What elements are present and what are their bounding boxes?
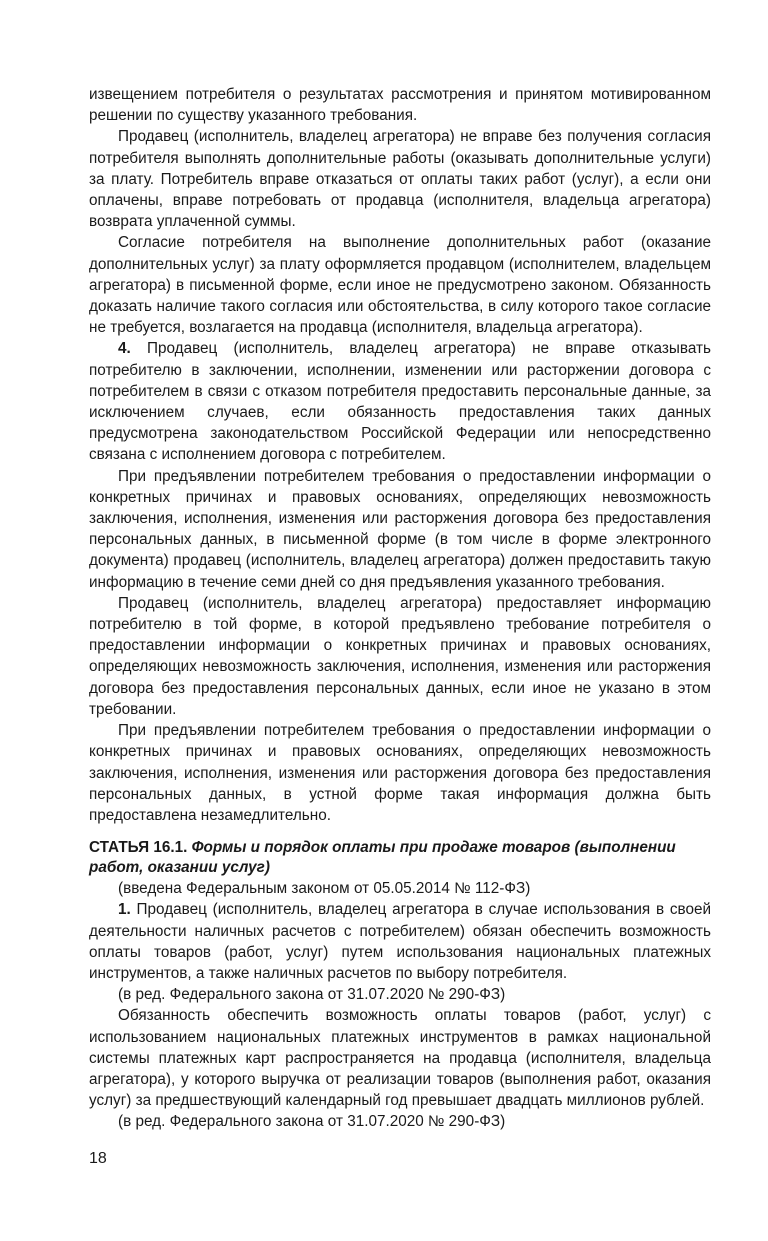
paragraph: извещением потребителя о результатах рассмотрения и принятом мотивированном решении по существу указанного требования. (89, 86, 711, 125)
paragraph: Согласие потребителя на выполнение дополнительных работ (оказание дополнительных услуг) за плату оформляется продавцом (исполнителем, владельцем агрегатора) в письменной форме, если иное не предусмотрено законом. Обязанность доказать наличие такого согласия или обстоятельства, в силу которого такое согласие не требуется, возлагается на продавца (исполнителя, владельца агрегатора). (89, 234, 711, 337)
item-number: 4. (118, 340, 131, 358)
paragraph: Обязанность обеспечить возможность оплаты товаров (работ, услуг) с использованием национальных платежных инструментов в рамках национальной системы платежных карт распространяется на продавца (исполнителя, владельца агрегатора), у которого выручка от реализации товаров (выполнения работ, оказания услуг) за предшествующий календарный год превышает двадцать миллионов рублей. (89, 1007, 711, 1110)
amendment-note: (в ред. Федерального закона от 31.07.2020 № 290-ФЗ) (118, 986, 506, 1004)
item-number: 1. (118, 901, 131, 919)
article-heading (89, 838, 711, 878)
page-number: 18 (89, 1150, 107, 1167)
paragraph-item-4 (89, 338, 711, 465)
paragraph-item-1 (89, 899, 711, 984)
amendment-note: (в ред. Федерального закона от 31.07.2020 № 290-ФЗ) (118, 1113, 506, 1131)
document-page (89, 84, 711, 1133)
amendment-note: (введена Федеральным законом от 05.05.2014 № 112-ФЗ) (118, 880, 531, 898)
paragraph: При предъявлении потребителем требования о предоставлении информации о конкретных причинах и правовых основаниях, определяющих невозможность заключения, исполнения, изменения или расторжения договора без предоставления персональных данных, в устной форме такая информация должна быть предоставлена незамедлительно. (89, 722, 711, 824)
paragraph: Продавец (исполнитель, владелец агрегатора) не вправе без получения согласия потребителя выполнять дополнительные работы (оказывать дополнительные услуги) за плату. Потребитель вправе отказаться от оплаты таких работ (услуг), а если они оплачены, вправе потребовать от продавца (исполнителя, владельца агрегатора) возврата уплаченной суммы. (89, 128, 711, 231)
article-label: СТАТЬЯ 16.1. (89, 839, 188, 857)
paragraph-text: Продавец (исполнитель, владелец агрегатора в случае использования в своей деятельности наличных расчетов с потребителем) обязан обеспечить возможность оплаты товаров (работ, услуг) путем использования национальных платежных инструментов, а также наличных расчетов по выбору потребителя. (89, 901, 712, 982)
paragraph: Продавец (исполнитель, владелец агрегатора) предоставляет информацию потребителю в той форме, в которой предъявлено требование потребителя о предоставлении информации о конкретных причинах и правовых основаниях, определяющих невозможность заключения, исполнения, изменения или расторжения договора без предоставления персональных данных, если иное не указано в этом требовании. (89, 594, 711, 718)
paragraph-text: Продавец (исполнитель, владелец агрегатора) не вправе отказывать потребителю в заключении, исполнении, изменении или расторжении договора с потребителем в связи с отказом потребителя предоставить персональные данные, за исключением случаев, если обязанность предоставления таких данных предусмотрена законодательством Российской Федерации или непосредственно связана с исполнением договора с потребителем. (89, 340, 711, 464)
paragraph: При предъявлении потребителем требования о предоставлении информации о конкретных причинах и правовых основаниях, определяющих невозможность заключения, исполнения, изменения или расторжения договора без предоставления персональных данных, в письменной форме (в том числе в форме электронного документа) продавец (исполнитель, владелец агрегатора) должен предоставить такую информацию в течение семи дней со дня предъявления указанного требования. (89, 467, 711, 591)
article-title: Формы и порядок оплаты при продаже товаров (выполнении работ, оказании услуг) (89, 839, 676, 877)
